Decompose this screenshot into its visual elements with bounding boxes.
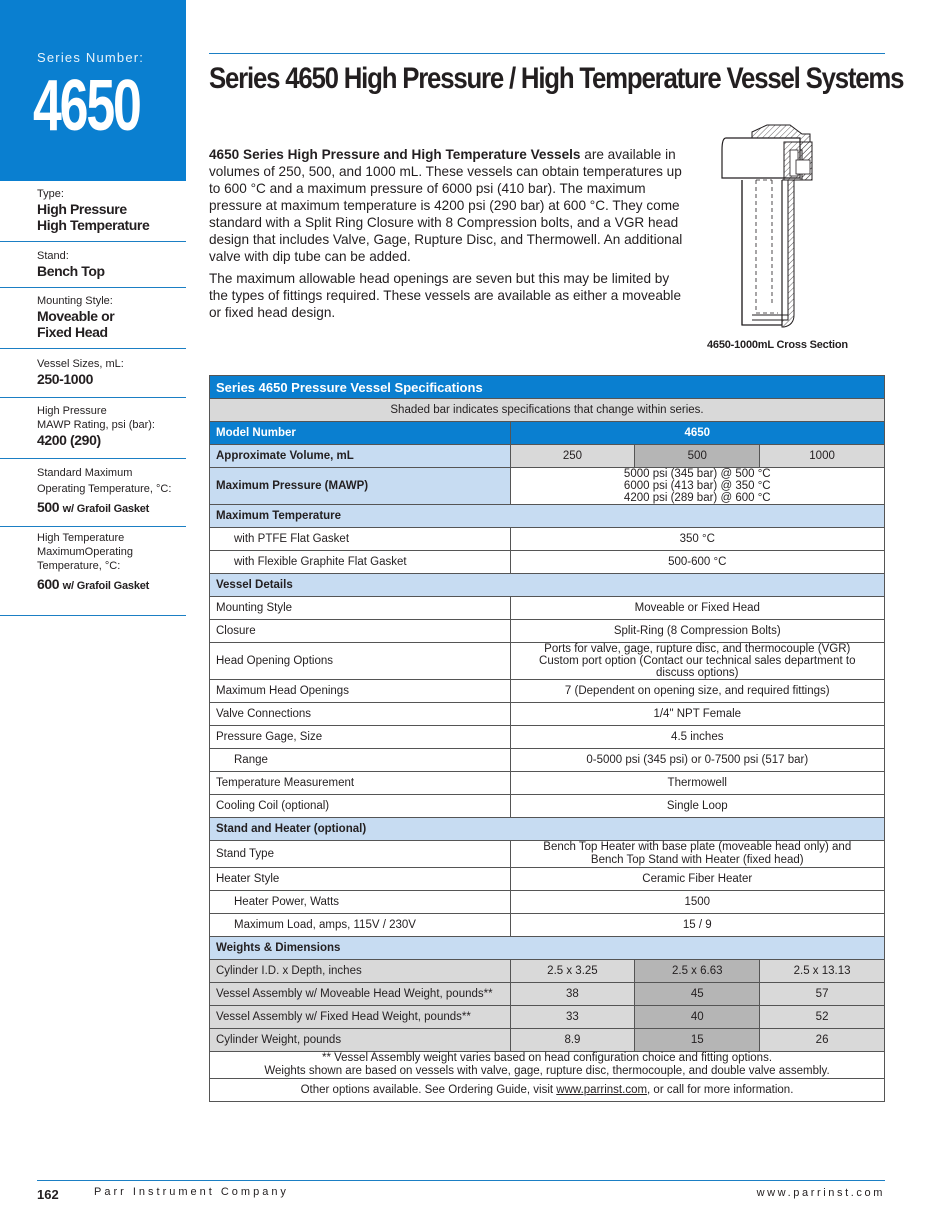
footnote-line: Weights shown are based on vessels with valve, gage, rupture disc, thermocouple, and double valve assembly. xyxy=(264,1065,830,1077)
row-label: Heater Power, Watts xyxy=(210,891,511,914)
intro-lead-rest: are available in volumes of 250, 500, and 1000 mL. These vessels can obtain temperatures up to 600 °C and a maximum pressure of 6000 psi (410 bar). The maximum pressure at maximum temperature is 4200 psi (290 bar) at 600 °C. They come standard with a Split Ring Closure with 8 Compression bolts, and a VGR head design that includes Valve, Gage, Rupture Disc, and Thermowell. An additional valve with dip tube can be added. xyxy=(209,147,683,264)
footnote xyxy=(210,1052,885,1079)
section-label: Stand and Heater (optional) xyxy=(210,818,885,841)
row-label: Approximate Volume, mL xyxy=(210,445,511,468)
intro-text xyxy=(209,146,689,326)
section-label: Maximum Temperature xyxy=(210,505,885,528)
row-value: 1500 xyxy=(510,891,884,914)
row-value: 2.5 x 13.13 xyxy=(760,960,885,983)
row-value: 8.9 xyxy=(510,1029,635,1052)
bottom-rule xyxy=(37,1180,885,1181)
row-value: 7 (Dependent on opening size, and required fittings) xyxy=(510,680,884,703)
table-row xyxy=(210,914,885,937)
row-value: Moveable or Fixed Head xyxy=(510,597,884,620)
row-label: Vessel Assembly w/ Fixed Head Weight, pounds** xyxy=(210,1006,511,1029)
row-value xyxy=(510,468,884,505)
row-label: Pressure Gage, Size xyxy=(210,726,511,749)
other-options-row xyxy=(210,1079,885,1102)
sidebar-label: High Temperature MaximumOperating Temperature, °C: xyxy=(37,532,133,572)
intro-lead: 4650 Series High Pressure and High Temperature Vessels xyxy=(209,147,581,162)
sidebar-value-suffix: w/ Grafoil Gasket xyxy=(62,580,150,592)
row-value-line: Bench Top Stand with Heater (fixed head) xyxy=(590,854,804,866)
row-value: 1000 xyxy=(760,445,885,468)
section-row xyxy=(210,574,885,597)
row-value: Split-Ring (8 Compression Bolts) xyxy=(510,620,884,643)
row-label: Vessel Assembly w/ Moveable Head Weight, pounds** xyxy=(210,983,511,1006)
table-row xyxy=(210,643,885,680)
intro-paragraph-1 xyxy=(209,146,689,265)
row-value: 45 xyxy=(635,983,760,1006)
row-value: 38 xyxy=(510,983,635,1006)
row-value: 4.5 inches xyxy=(510,726,884,749)
row-label: with PTFE Flat Gasket xyxy=(210,528,511,551)
sidebar-value: 4200 (290) xyxy=(37,432,101,448)
table-title: Series 4650 Pressure Vessel Specifications xyxy=(210,376,885,399)
top-rule xyxy=(209,53,885,54)
table-row xyxy=(210,445,885,468)
table-row xyxy=(210,468,885,505)
table-row xyxy=(210,749,885,772)
row-label: Cooling Coil (optional) xyxy=(210,795,511,818)
table-row xyxy=(210,422,885,445)
row-value-line: 6000 psi (413 bar) @ 350 °C xyxy=(623,480,771,492)
row-label: Head Opening Options xyxy=(210,643,511,680)
row-value: 15 / 9 xyxy=(510,914,884,937)
sidebar-value xyxy=(37,576,186,594)
row-label: Maximum Load, amps, 115V / 230V xyxy=(210,914,511,937)
footnote-line: ** Vessel Assembly weight varies based on head configuration choice and fitting options. xyxy=(321,1052,773,1064)
row-value xyxy=(510,643,884,680)
figure-caption: 4650-1000mL Cross Section xyxy=(707,339,848,351)
series-label: Series Number: xyxy=(37,50,145,65)
row-value: 250 xyxy=(510,445,635,468)
table-row xyxy=(210,703,885,726)
website-link[interactable]: www.parrinst.com xyxy=(556,1084,648,1096)
section-label: Vessel Details xyxy=(210,574,885,597)
row-value: Ceramic Fiber Heater xyxy=(510,868,884,891)
series-number: 4650 xyxy=(33,66,140,146)
table-row xyxy=(210,891,885,914)
sidebar-stand xyxy=(0,242,186,288)
row-label: Temperature Measurement xyxy=(210,772,511,795)
row-value: 0-5000 psi (345 psi) or 0-7500 psi (517 bar) xyxy=(510,749,884,772)
sidebar-mawp xyxy=(0,398,186,459)
table-row xyxy=(210,528,885,551)
row-value xyxy=(510,841,884,868)
row-label: Valve Connections xyxy=(210,703,511,726)
page-number: 162 xyxy=(37,1187,59,1202)
row-value-line: discuss options) xyxy=(656,667,739,679)
sidebar-value: 250-1000 xyxy=(37,371,93,387)
row-label: Range xyxy=(210,749,511,772)
table-row xyxy=(210,620,885,643)
sidebar-label: Vessel Sizes, mL: xyxy=(37,358,124,370)
sidebar-label: Stand: xyxy=(37,250,69,262)
other-options xyxy=(210,1079,885,1102)
row-value: 1/4" NPT Female xyxy=(510,703,884,726)
table-row xyxy=(210,772,885,795)
row-value: 57 xyxy=(760,983,885,1006)
row-label: Model Number xyxy=(210,422,511,445)
cross-section-drawing xyxy=(712,120,842,335)
row-label: with Flexible Graphite Flat Gasket xyxy=(210,551,511,574)
row-label: Closure xyxy=(210,620,511,643)
row-value: 500 xyxy=(635,445,760,468)
sidebar-label: High Pressure MAWP Rating, psi (bar): xyxy=(37,405,155,431)
row-value-line: 5000 psi (345 bar) @ 500 °C xyxy=(623,468,771,480)
section-row xyxy=(210,505,885,528)
sidebar-std-temp xyxy=(0,459,186,527)
sidebar-value: Bench Top xyxy=(37,263,105,279)
row-label: Heater Style xyxy=(210,868,511,891)
row-value-line: Ports for valve, gage, rupture disc, and thermocouple (VGR) xyxy=(544,643,851,655)
table-row xyxy=(210,726,885,749)
sidebar-high-temp xyxy=(0,527,186,616)
specifications-table xyxy=(209,375,885,1102)
row-value: 4650 xyxy=(510,422,884,445)
row-value: 52 xyxy=(760,1006,885,1029)
table-note: Shaded bar indicates specifications that change within series. xyxy=(210,399,885,422)
row-value: 15 xyxy=(635,1029,760,1052)
row-label: Mounting Style xyxy=(210,597,511,620)
row-value: 26 xyxy=(760,1029,885,1052)
sidebar-sizes xyxy=(0,349,186,398)
section-row xyxy=(210,937,885,960)
row-value: Single Loop xyxy=(510,795,884,818)
other-options-prefix: Other options available. See Ordering Guide, visit xyxy=(300,1084,557,1096)
intro-paragraph-2: The maximum allowable head openings are seven but this may be limited by the types of fittings required. These vessels are available as either a moveable or fixed head design. xyxy=(209,271,682,320)
row-label: Cylinder I.D. x Depth, inches xyxy=(210,960,511,983)
table-row xyxy=(210,597,885,620)
table-row xyxy=(210,680,885,703)
page-title-text: Series 4650 High Pressure / High Temperature Vessel Systems xyxy=(209,62,904,95)
row-value: 500-600 °C xyxy=(510,551,884,574)
row-value: Thermowell xyxy=(510,772,884,795)
other-options-suffix: , or call for more information. xyxy=(647,1084,794,1096)
row-value: 350 °C xyxy=(510,528,884,551)
row-value: 33 xyxy=(510,1006,635,1029)
row-value: 40 xyxy=(635,1006,760,1029)
sidebar-label: Type: xyxy=(37,188,64,200)
sidebar-value xyxy=(37,499,186,517)
row-value: 2.5 x 6.63 xyxy=(635,960,760,983)
table-row xyxy=(210,795,885,818)
sidebar-mounting xyxy=(0,288,186,349)
section-row xyxy=(210,818,885,841)
row-label: Stand Type xyxy=(210,841,511,868)
table-row xyxy=(210,841,885,868)
row-value-line: 4200 psi (289 bar) @ 600 °C xyxy=(623,492,771,504)
company-name: Parr Instrument Company xyxy=(94,1186,289,1198)
table-row xyxy=(210,1006,885,1029)
row-value-line: Custom port option (Contact our technical sales department to xyxy=(539,655,856,667)
sidebar-value: Moveable or Fixed Head xyxy=(37,308,115,340)
table-row xyxy=(210,868,885,891)
sidebar-value-suffix: w/ Grafoil Gasket xyxy=(62,503,150,515)
row-value: 2.5 x 3.25 xyxy=(510,960,635,983)
footnote-row xyxy=(210,1052,885,1079)
sidebar-label: Standard Maximum Operating Temperature, °C: xyxy=(37,467,172,495)
row-label: Cylinder Weight, pounds xyxy=(210,1029,511,1052)
sidebar-type xyxy=(0,187,186,242)
sidebar-label: Mounting Style: xyxy=(37,295,113,307)
table-row xyxy=(210,551,885,574)
table-row xyxy=(210,1029,885,1052)
sidebar-value-number: 500 xyxy=(37,499,60,515)
series-number-box xyxy=(0,0,186,181)
table-row xyxy=(210,960,885,983)
table-row xyxy=(210,983,885,1006)
sidebar-value: High Pressure High Temperature xyxy=(37,201,150,233)
section-label: Weights & Dimensions xyxy=(210,937,885,960)
page-title xyxy=(209,62,952,96)
row-label: Maximum Pressure (MAWP) xyxy=(210,468,511,505)
footer-website-link[interactable]: www.parrinst.com xyxy=(756,1187,885,1199)
row-label: Maximum Head Openings xyxy=(210,680,511,703)
sidebar-value-number: 600 xyxy=(37,576,60,592)
row-value-line: Bench Top Heater with base plate (moveable head only) and xyxy=(543,841,852,853)
